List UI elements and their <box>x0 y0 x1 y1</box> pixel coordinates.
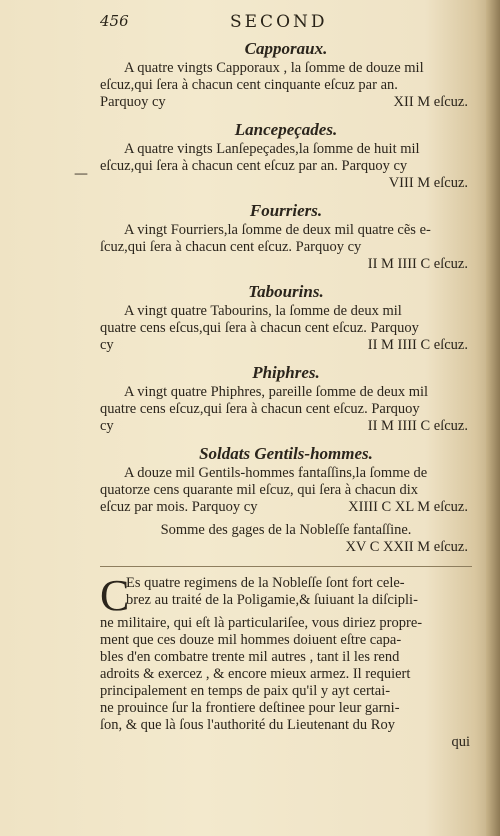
total-amount: II M IIII C eſcuz. <box>367 337 468 353</box>
section-title: Soldats Gentils-hommes. <box>199 444 373 463</box>
section-title: Phiphres. <box>252 363 320 382</box>
divider-rule <box>100 566 472 567</box>
total-line <box>100 418 472 435</box>
total-label: cy <box>100 337 114 353</box>
total-line <box>100 256 472 273</box>
summary-line: Somme des gages de la Nobleſſe fantaſſine. <box>160 522 412 538</box>
catchword: qui <box>451 734 470 750</box>
section-tabourins <box>100 281 472 354</box>
drop-cap: C <box>100 571 130 620</box>
text-line: quatre cens eſcus,qui ſera à chacun cent eſcuz. Parquoy <box>100 320 419 336</box>
total-label: Parquoy cy <box>100 94 166 110</box>
total-amount: II M IIII C eſcuz. <box>367 418 468 434</box>
paragraph-line: ne prouince ſur la frontiere deſtinee pour leur garni- <box>100 700 400 716</box>
section-soldats-gentils-hommes <box>100 443 472 516</box>
paragraph-line: brez au traité de la Poligamie,& ſuiuant la diſcipli- <box>126 592 418 608</box>
text-line: eſcuz,qui ſera à chacun cent eſcuz par an. Parquoy cy <box>100 158 408 174</box>
text-line: A vingt Fourriers,la ſomme de deux mil quatre cẽs e- <box>124 222 431 238</box>
paragraph-line: ment que ces douze mil hommes doiuent eſtre capa- <box>100 632 402 648</box>
total-amount: XII M eſcuz. <box>393 94 468 110</box>
total-amount: VIII M eſcuz. <box>388 175 468 191</box>
text-line: A vingt quatre Phiphres, pareille ſomme de deux mil <box>124 384 429 400</box>
running-head: SECOND <box>230 12 328 32</box>
section-lancepecades <box>100 119 472 192</box>
total-line <box>100 499 472 516</box>
book-gutter <box>486 0 500 836</box>
page-body <box>100 36 472 751</box>
section-fourriers <box>100 200 472 273</box>
text-line: quatorze cens quarante mil eſcuz, qui ſera à chacun dix <box>100 482 419 498</box>
summary-amount: XV C XXII M eſcuz. <box>345 539 468 555</box>
summary-total <box>100 539 472 556</box>
total-line <box>100 175 472 192</box>
section-title: Lancepeçades. <box>234 120 338 139</box>
margin-dash-mark: — <box>74 166 88 182</box>
paragraph-line: ſon, & que là ſous l'authorité du Lieutenant du Roy <box>100 717 395 733</box>
text-line: ſcuz,qui ſera à chacun cent eſcuz. Parquoy cy <box>100 239 362 255</box>
paragraph-line: bles d'en combatre trente mil autres , tant il les rend <box>100 649 400 665</box>
text-line: A douze mil Gentils-hommes fantaſſins,la ſomme de <box>124 465 428 481</box>
section-title: Tabourins. <box>248 282 324 301</box>
section-title: Fourriers. <box>249 201 323 220</box>
text-line: A quatre vingts Lanſepeçades,la ſomme de huit mil <box>124 141 420 157</box>
total-line <box>100 94 472 111</box>
total-line <box>100 337 472 354</box>
text-line: A vingt quatre Tabourins, la ſomme de deux mil <box>124 303 402 319</box>
page-header <box>100 12 480 34</box>
paragraph-line: Es quatre regimens de la Nobleſſe ſont fort cele- <box>126 575 405 591</box>
section-capporaux <box>100 38 472 111</box>
total-amount: XIIII C XL M eſcuz. <box>348 499 468 515</box>
section-title: Capporaux. <box>244 39 328 58</box>
total-label: cy <box>100 418 114 434</box>
text-line: A quatre vingts Capporaux , la ſomme de douze mil <box>124 60 424 76</box>
body-paragraph <box>100 571 472 751</box>
text-line: eſcuz,qui ſera à chacun cent cinquante eſcuz par an. <box>100 77 398 93</box>
page-number: 456 <box>100 12 129 30</box>
section-phiphres <box>100 362 472 435</box>
paragraph-line: adroits & exercez , & encore mieux armez. Il requiert <box>100 666 411 682</box>
total-label: eſcuz par mois. Parquoy cy <box>100 499 258 515</box>
paragraph-line: ne militaire, qui eſt là particulariſee, vous diriez propre- <box>100 615 423 631</box>
total-amount: II M IIII C eſcuz. <box>367 256 468 272</box>
paragraph-line: principalement en temps de paix qu'il y ayt certai- <box>100 683 391 699</box>
text-line: quatre cens eſcuz,qui ſera à chacun cent eſcuz. Parquoy <box>100 401 420 417</box>
